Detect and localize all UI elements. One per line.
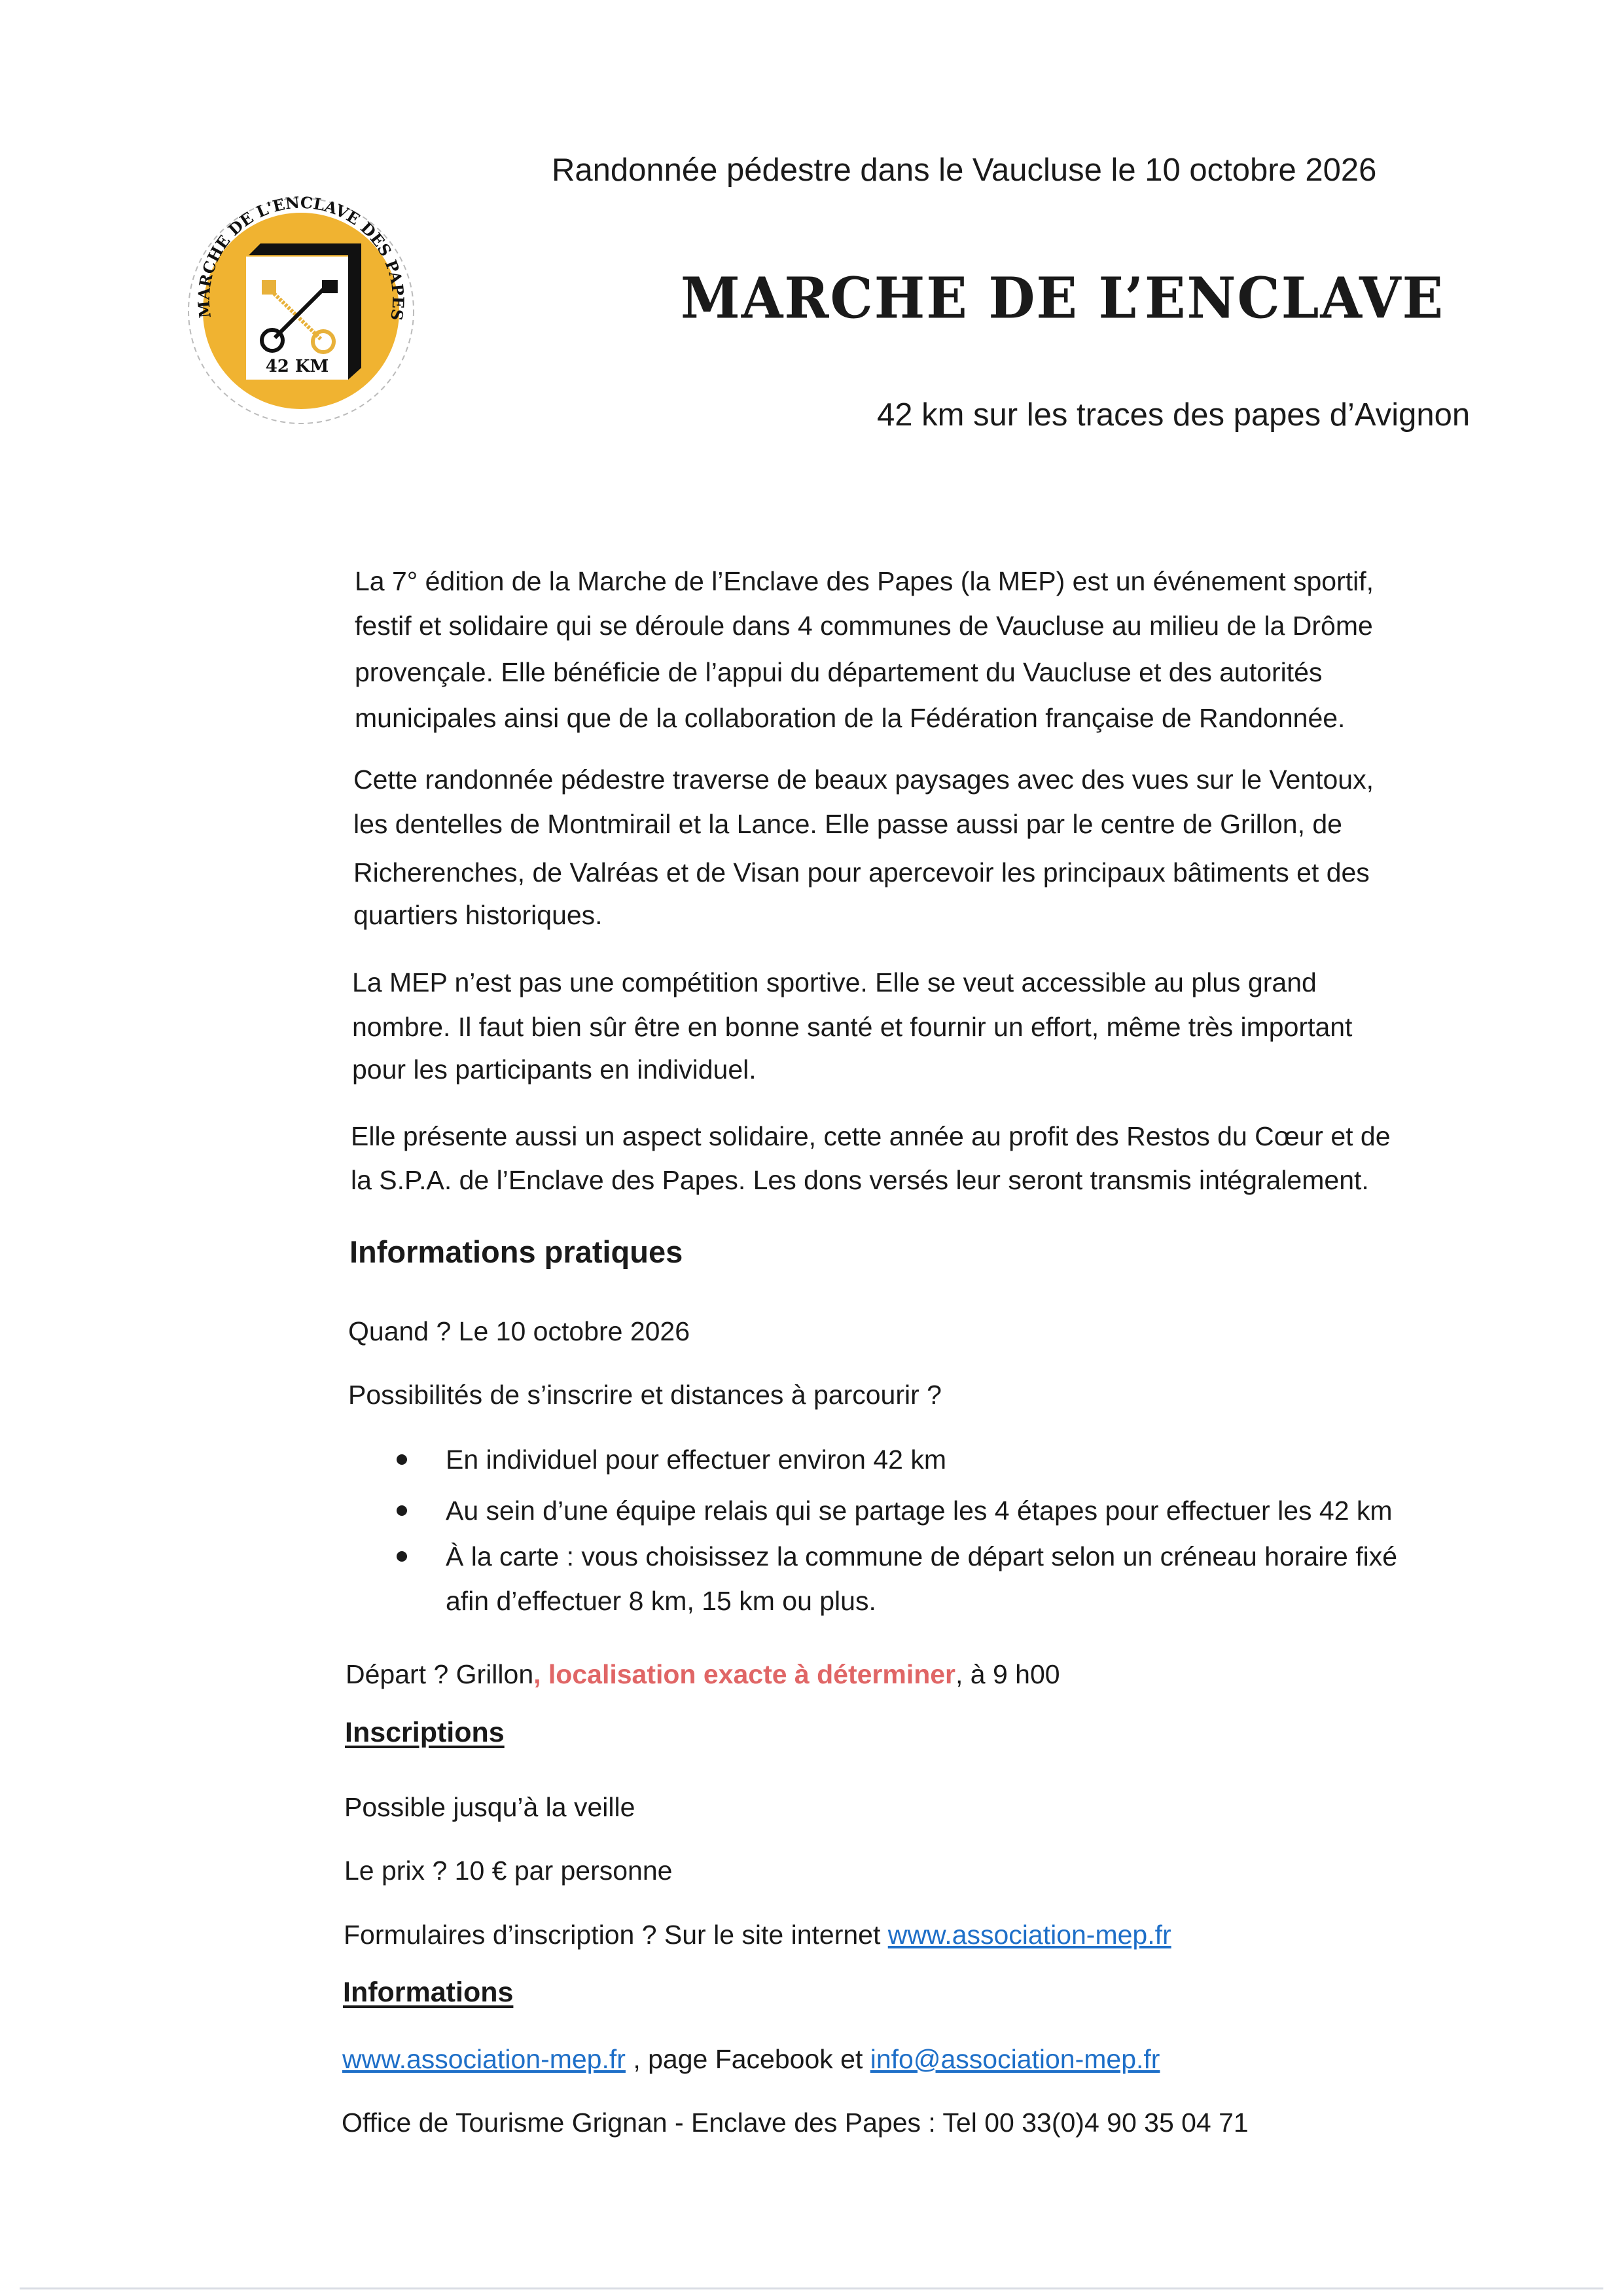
contact-links <box>342 2041 1160 2077</box>
inscriptions-heading: Inscriptions <box>345 1717 505 1748</box>
paragraph-1-line: festif et solidaire qui se déroule dans 4 communes de Vaucluse au milieu de la Drôme <box>355 611 1373 641</box>
registration-forms-text: Formulaires d’inscription ? Sur le site internet <box>344 1920 888 1950</box>
event-logo <box>177 183 425 432</box>
departure-time: , à 9 h00 <box>955 1659 1060 1689</box>
email-link[interactable]: info@association-mep.fr <box>870 2044 1160 2074</box>
logo-distance: 42 KM <box>265 357 329 376</box>
options-intro: Possibilités de s’inscrire et distances à parcourir ? <box>348 1380 942 1410</box>
bullet-icon <box>397 1551 407 1562</box>
paragraph-3-line: La MEP n’est pas une compétition sportive. Elle se veut accessible au plus grand <box>352 967 1317 997</box>
bullet-icon <box>397 1505 407 1516</box>
option-item-continuation: afin d’effectuer 8 km, 15 km ou plus. <box>446 1586 876 1616</box>
paragraph-1-line: La 7° édition de la Marche de l’Enclave des Papes (la MEP) est un événement sportif, <box>355 566 1374 596</box>
logo-ring-text: MARCHE DE L'ENCLAVE DES PAPES <box>194 192 408 322</box>
paragraph-1-line: provençale. Elle bénéficie de l’appui du département du Vaucluse et des autorités <box>355 657 1323 687</box>
paragraph-1-line: municipales ainsi que de la collaboration de la Fédération française de Randonnée. <box>355 703 1346 733</box>
paragraph-2-line: les dentelles de Montmirail et la Lance. Elle passe aussi par le centre de Grillon, de <box>353 809 1342 839</box>
departure-info <box>346 1656 1060 1693</box>
tourism-office-contact: Office de Tourisme Grignan - Enclave des Papes : Tel 00 33(0)4 90 35 04 71 <box>342 2108 1249 2138</box>
paragraph-2-line: quartiers historiques. <box>353 900 603 930</box>
paragraph-3-line: pour les participants en individuel. <box>352 1054 757 1085</box>
paragraph-3-line: nombre. Il faut bien sûr être en bonne santé et fournir un effort, même très important <box>352 1012 1353 1042</box>
option-item: Au sein d’une équipe relais qui se partage les 4 étapes pour effectuer les 42 km <box>446 1496 1393 1526</box>
website-link[interactable]: www.association-mep.fr <box>342 2044 626 2074</box>
departure-location-note: , localisation exacte à déterminer <box>533 1659 956 1689</box>
practical-info-heading: Informations pratiques <box>349 1234 683 1269</box>
event-date: Quand ? Le 10 octobre 2026 <box>348 1316 690 1346</box>
paragraph-2-line: Richerenches, de Valréas et de Visan pour apercevoir les principaux bâtiments et des <box>353 857 1370 888</box>
header-tagline: 42 km sur les traces des papes d’Avignon <box>877 397 1471 433</box>
registration-deadline: Possible jusqu’à la veille <box>344 1792 635 1822</box>
paragraph-2-line: Cette randonnée pédestre traverse de beaux paysages avec des vues sur le Ventoux, <box>353 764 1374 795</box>
option-item: À la carte : vous choisissez la commune de départ selon un créneau horaire fixé <box>446 1541 1397 1571</box>
option-item: En individuel pour effectuer environ 42 km <box>446 1444 947 1475</box>
paragraph-4-line: Elle présente aussi un aspect solidaire, cette année au profit des Restos du Cœur et de <box>351 1121 1391 1151</box>
bullet-icon <box>397 1454 407 1465</box>
registration-forms <box>344 1916 1171 1953</box>
departure-place: Départ ? Grillon <box>346 1659 534 1689</box>
paragraph-4-line: la S.P.A. de l’Enclave des Papes. Les dons versés leur seront transmis intégralement. <box>351 1165 1369 1195</box>
informations-heading: Informations <box>343 1977 514 2008</box>
header-subtitle: Randonnée pédestre dans le Vaucluse le 10 octobre 2026 <box>552 152 1377 188</box>
website-link[interactable]: www.association-mep.fr <box>887 1920 1171 1950</box>
page-title: MARCHE DE L’ENCLAVE <box>681 265 1445 332</box>
scan-edge-divider <box>20 2287 1603 2289</box>
contact-text: , page Facebook et <box>625 2044 870 2074</box>
registration-price: Le prix ? 10 € par personne <box>344 1856 673 1886</box>
